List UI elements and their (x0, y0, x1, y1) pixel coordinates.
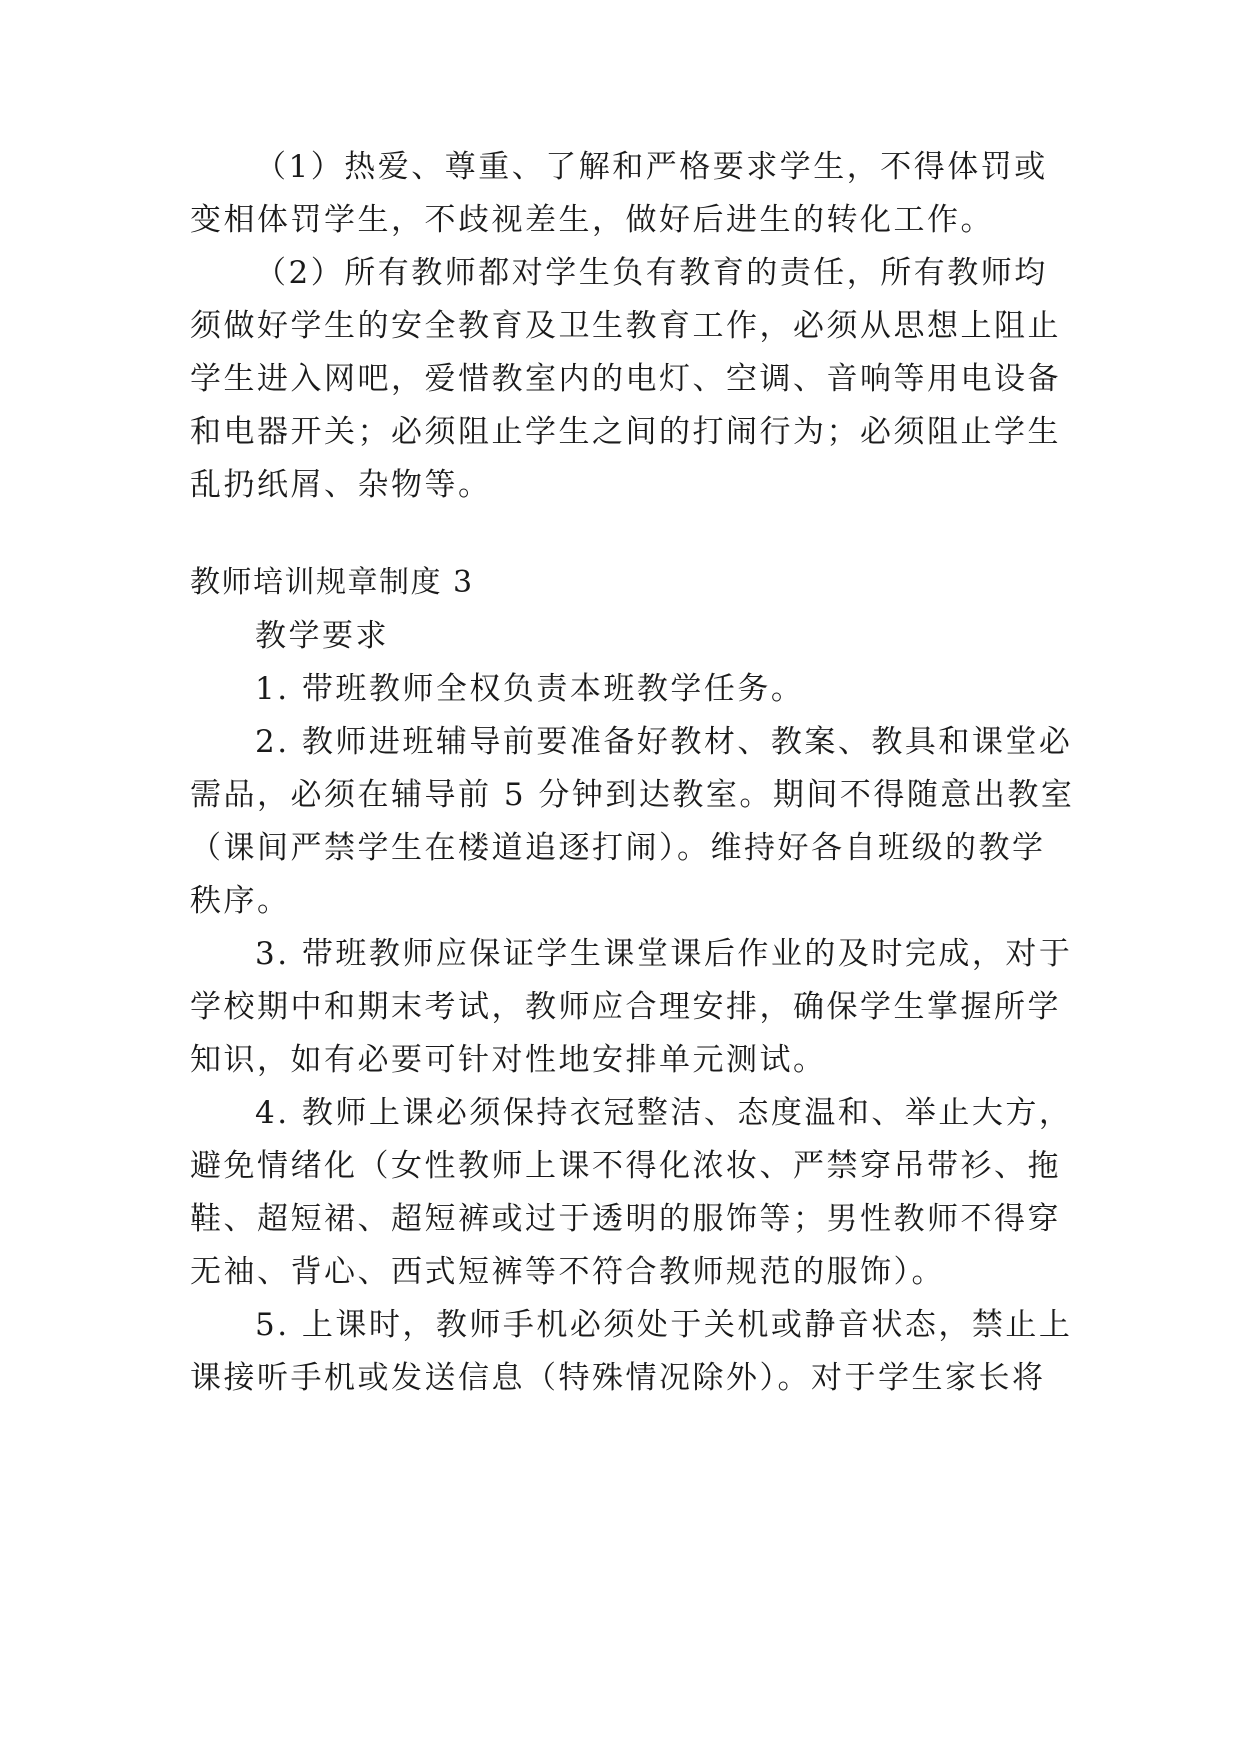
item-2-line-3: （课间严禁学生在楼道追逐打闹）。维持好各自班级的教学 (190, 830, 1046, 866)
item-3-line-1: 3. 带班教师应保证学生课堂课后作业的及时完成，对于 (255, 936, 1073, 972)
paragraph-2-line-3: 学生进入网吧，爱惜教室内的电灯、空调、音响等用电设备 (190, 361, 1061, 397)
item-4-line-4: 无袖、背心、西式短裤等不符合教师规范的服饰）。 (190, 1254, 945, 1290)
item-4-line-2: 避免情绪化（女性教师上课不得化浓妆、严禁穿吊带衫、拖 (190, 1148, 1061, 1184)
paragraph-2-line-1: （2）所有教师都对学生负有教育的责任，所有教师均 (255, 255, 1048, 291)
item-2-line-4: 秩序。 (190, 883, 291, 919)
item-2-line-2: 需品，必须在辅导前 5 分钟到达教室。期间不得随意出教室 (190, 777, 1075, 813)
section-subtitle: 教学要求 (255, 618, 389, 654)
item-1-line-1: 1. 带班教师全权负责本班教学任务。 (255, 671, 805, 707)
paragraph-2-line-4: 和电器开关；必须阻止学生之间的打闹行为；必须阻止学生 (190, 414, 1061, 450)
item-5-line-2: 课接听手机或发送信息（特殊情况除外）。对于学生家长将 (190, 1360, 1046, 1396)
item-3-line-3: 知识，如有必要可针对性地安排单元测试。 (190, 1042, 827, 1078)
section-title: 教师培训规章制度 3 (190, 565, 474, 600)
item-3-line-2: 学校期中和期末考试，教师应合理安排，确保学生掌握所学 (190, 989, 1061, 1025)
paragraph-2-line-2: 须做好学生的安全教育及卫生教育工作，必须从思想上阻止 (190, 308, 1061, 344)
item-2-line-1: 2. 教师进班辅导前要准备好教材、教案、教具和课堂必 (255, 724, 1073, 760)
paragraph-2-line-5: 乱扔纸屑、杂物等。 (190, 467, 492, 503)
paragraph-1-line-2: 变相体罚学生，不歧视差生，做好后进生的转化工作。 (190, 202, 994, 238)
item-4-line-1: 4. 教师上课必须保持衣冠整洁、态度温和、举止大方， (255, 1095, 1073, 1131)
item-4-line-3: 鞋、超短裙、超短裤或过于透明的服饰等；男性教师不得穿 (190, 1201, 1061, 1237)
paragraph-1-line-1: （1）热爱、尊重、了解和严格要求学生，不得体罚或 (255, 149, 1048, 185)
item-5-line-1: 5. 上课时，教师手机必须处于关机或静音状态，禁止上 (255, 1307, 1073, 1343)
